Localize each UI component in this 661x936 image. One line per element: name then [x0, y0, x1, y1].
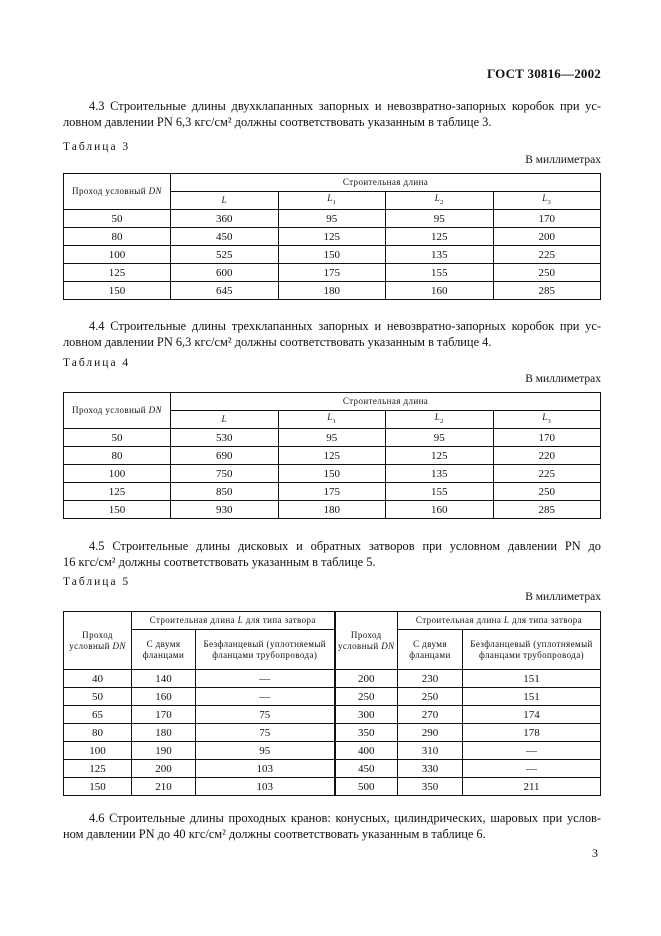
- table-cell: 310: [398, 742, 463, 760]
- table-cell: 160: [132, 688, 196, 706]
- paragraph-line: 4.5 Строительные длины дисковых и обратных затворов при условном давлении PN до: [89, 539, 601, 553]
- table-cell: 170: [132, 706, 196, 724]
- table4-col-l1: $L_1$: [278, 411, 386, 429]
- table-cell: 170: [493, 429, 601, 447]
- table-cell: 125: [386, 228, 494, 246]
- table-cell: 350: [398, 778, 463, 796]
- table-cell: 103: [196, 778, 335, 796]
- table-cell: 135: [386, 465, 494, 483]
- table-cell: 230: [398, 670, 463, 688]
- table-cell: 200: [493, 228, 601, 246]
- table-row: [64, 483, 601, 501]
- table-cell: 40: [64, 670, 132, 688]
- table-cell: 135: [386, 246, 494, 264]
- paragraph-line: 16 кгс/см² должны соответствовать указанным в таблице 5.: [63, 555, 376, 569]
- table-row: [64, 724, 601, 742]
- table-cell: 95: [196, 742, 335, 760]
- table-cell: 530: [171, 429, 279, 447]
- table-row: [64, 465, 601, 483]
- table-cell: 150: [64, 282, 171, 300]
- table-cell: —: [196, 688, 335, 706]
- table3-col-l: L: [171, 192, 279, 210]
- table-cell: —: [463, 742, 601, 760]
- table-cell: 95: [278, 429, 386, 447]
- table-5-col-flanges: С двумя фланцами: [398, 630, 463, 670]
- table-cell: 80: [64, 724, 132, 742]
- table-cell: 250: [493, 483, 601, 501]
- table-cell: 200: [132, 760, 196, 778]
- table-cell: 50: [64, 688, 132, 706]
- table-row: [64, 742, 601, 760]
- paragraph-line: ном давлении PN до 40 кгс/см² должны соответствовать указанным в таблице 6.: [63, 827, 486, 841]
- table-cell: 125: [278, 228, 386, 246]
- table-row: [64, 706, 601, 724]
- table-cell: 850: [171, 483, 279, 501]
- table-3-col-dn: Проход условный DN: [64, 174, 171, 210]
- table-cell: 180: [278, 501, 386, 519]
- table-cell: 210: [132, 778, 196, 796]
- table-cell: 75: [196, 724, 335, 742]
- table-cell: 300: [335, 706, 398, 724]
- table-cell: 100: [64, 465, 171, 483]
- table-cell: 100: [64, 246, 171, 264]
- page-number: 3: [592, 846, 598, 860]
- table-3-col-group: Строительная длина: [171, 174, 601, 192]
- table-cell: 270: [398, 706, 463, 724]
- table-row: [64, 429, 601, 447]
- table-cell: 95: [386, 429, 494, 447]
- document-header: ГОСТ 30816—2002: [486, 66, 601, 81]
- table-cell: 180: [132, 724, 196, 742]
- paragraph-4-4: [63, 318, 601, 350]
- table-cell: 645: [171, 282, 279, 300]
- table-cell: 225: [493, 246, 601, 264]
- table-5-col-flangeless: Безфланцевый (уплотняемый фланцами трубопровода): [196, 630, 335, 670]
- table-cell: 180: [278, 282, 386, 300]
- table-row: [64, 778, 601, 796]
- table-cell: 690: [171, 447, 279, 465]
- table-cell: 151: [463, 688, 601, 706]
- paragraph-line: 4.3 Строительные длины двухклапанных запорных и невозвратно-запорных коробок при ус-: [89, 99, 601, 113]
- table-cell: 150: [64, 501, 171, 519]
- table-cell: —: [463, 760, 601, 778]
- table-cell: 125: [64, 264, 171, 282]
- table-4-col-group: Строительная длина: [171, 393, 601, 411]
- table-3-units: В миллиметрах: [525, 154, 601, 166]
- table4-col-l3: $L_3$: [493, 411, 601, 429]
- table-cell: 80: [64, 228, 171, 246]
- table-row: [64, 246, 601, 264]
- table4-col-l2: $L_2$: [386, 411, 494, 429]
- table-5: [63, 611, 601, 796]
- table-row: [64, 210, 601, 228]
- table-cell: 200: [335, 670, 398, 688]
- table-5-units: В миллиметрах: [525, 591, 601, 603]
- table-cell: 75: [196, 706, 335, 724]
- table-cell: 360: [171, 210, 279, 228]
- table-5-col-dn: Проход условный DN: [335, 612, 398, 670]
- table-3-caption: Таблица 3: [63, 141, 131, 153]
- table4-col-l: L: [171, 411, 279, 429]
- table-cell: 160: [386, 282, 494, 300]
- table-cell: 930: [171, 501, 279, 519]
- table-cell: —: [196, 670, 335, 688]
- table-cell: 178: [463, 724, 601, 742]
- table-5-col-dn: Проход условный DN: [64, 612, 132, 670]
- table-row: [64, 760, 601, 778]
- table-cell: 225: [493, 465, 601, 483]
- table-cell: 600: [171, 264, 279, 282]
- table-4-units: В миллиметрах: [525, 373, 601, 385]
- paragraph-4-3: [63, 98, 601, 130]
- table-cell: 250: [398, 688, 463, 706]
- table-cell: 150: [278, 246, 386, 264]
- table3-col-l1: $L_1$: [278, 192, 386, 210]
- table-row: [64, 670, 601, 688]
- table-cell: 525: [171, 246, 279, 264]
- table-cell: 285: [493, 282, 601, 300]
- table-cell: 450: [171, 228, 279, 246]
- paragraph-4-6: [63, 810, 601, 842]
- table-5-col-group: Строительная длина L для типа затвора: [398, 612, 601, 630]
- table-cell: 250: [335, 688, 398, 706]
- table-cell: 100: [64, 742, 132, 760]
- paragraph-line: 4.6 Строительные длины проходных кранов: конусных, цилиндрических, шаровых при услов-: [89, 811, 601, 825]
- table-cell: 350: [335, 724, 398, 742]
- table-cell: 150: [278, 465, 386, 483]
- table-row: [64, 282, 601, 300]
- table-cell: 125: [64, 483, 171, 501]
- table-5-col-group: Строительная длина L для типа затвора: [132, 612, 335, 630]
- table-cell: 125: [64, 760, 132, 778]
- table-cell: 50: [64, 210, 171, 228]
- table-cell: 155: [386, 483, 494, 501]
- paragraph-line: 4.4 Строительные длины трехклапанных запорных и невозвратно-запорных коробок при ус-: [89, 319, 601, 333]
- table-cell: 500: [335, 778, 398, 796]
- table-cell: 170: [493, 210, 601, 228]
- table-row: [64, 501, 601, 519]
- table-3: [63, 173, 601, 300]
- table-cell: 80: [64, 447, 171, 465]
- table-cell: 150: [64, 778, 132, 796]
- table-cell: 220: [493, 447, 601, 465]
- table-cell: 450: [335, 760, 398, 778]
- table-cell: 160: [386, 501, 494, 519]
- paragraph-line: ловном давлении PN 6,3 кгс/см² должны соответствовать указанным в таблице 4.: [63, 335, 492, 349]
- table-cell: 125: [386, 447, 494, 465]
- table-row: [64, 228, 601, 246]
- table-cell: 50: [64, 429, 171, 447]
- table-cell: 290: [398, 724, 463, 742]
- table-5-caption: Таблица 5: [63, 576, 131, 588]
- table-cell: 400: [335, 742, 398, 760]
- paragraph-4-5: [63, 538, 601, 570]
- table-cell: 65: [64, 706, 132, 724]
- table-cell: 175: [278, 483, 386, 501]
- table3-col-l3: $L_3$: [493, 192, 601, 210]
- table3-col-l2: $L_2$: [386, 192, 494, 210]
- table-cell: 103: [196, 760, 335, 778]
- table-cell: 174: [463, 706, 601, 724]
- table-5-col-flanges: С двумя фланцами: [132, 630, 196, 670]
- table-cell: 190: [132, 742, 196, 760]
- table-cell: 175: [278, 264, 386, 282]
- table-cell: 750: [171, 465, 279, 483]
- table-cell: 285: [493, 501, 601, 519]
- table-4: [63, 392, 601, 519]
- table-cell: 250: [493, 264, 601, 282]
- table-row: [64, 264, 601, 282]
- table-cell: 95: [386, 210, 494, 228]
- table-4-caption: Таблица 4: [63, 357, 131, 369]
- table-cell: 155: [386, 264, 494, 282]
- table-row: [64, 688, 601, 706]
- table-cell: 125: [278, 447, 386, 465]
- table-5-col-flangeless: Безфланцевый (уплотняемый фланцами трубопровода): [463, 630, 601, 670]
- table-cell: 140: [132, 670, 196, 688]
- table-4-col-dn: Проход условный DN: [64, 393, 171, 429]
- table-cell: 211: [463, 778, 601, 796]
- table-cell: 330: [398, 760, 463, 778]
- table-cell: 151: [463, 670, 601, 688]
- paragraph-line: ловном давлении PN 6,3 кгс/см² должны соответствовать указанным в таблице 3.: [63, 115, 492, 129]
- table-row: [64, 447, 601, 465]
- table-cell: 95: [278, 210, 386, 228]
